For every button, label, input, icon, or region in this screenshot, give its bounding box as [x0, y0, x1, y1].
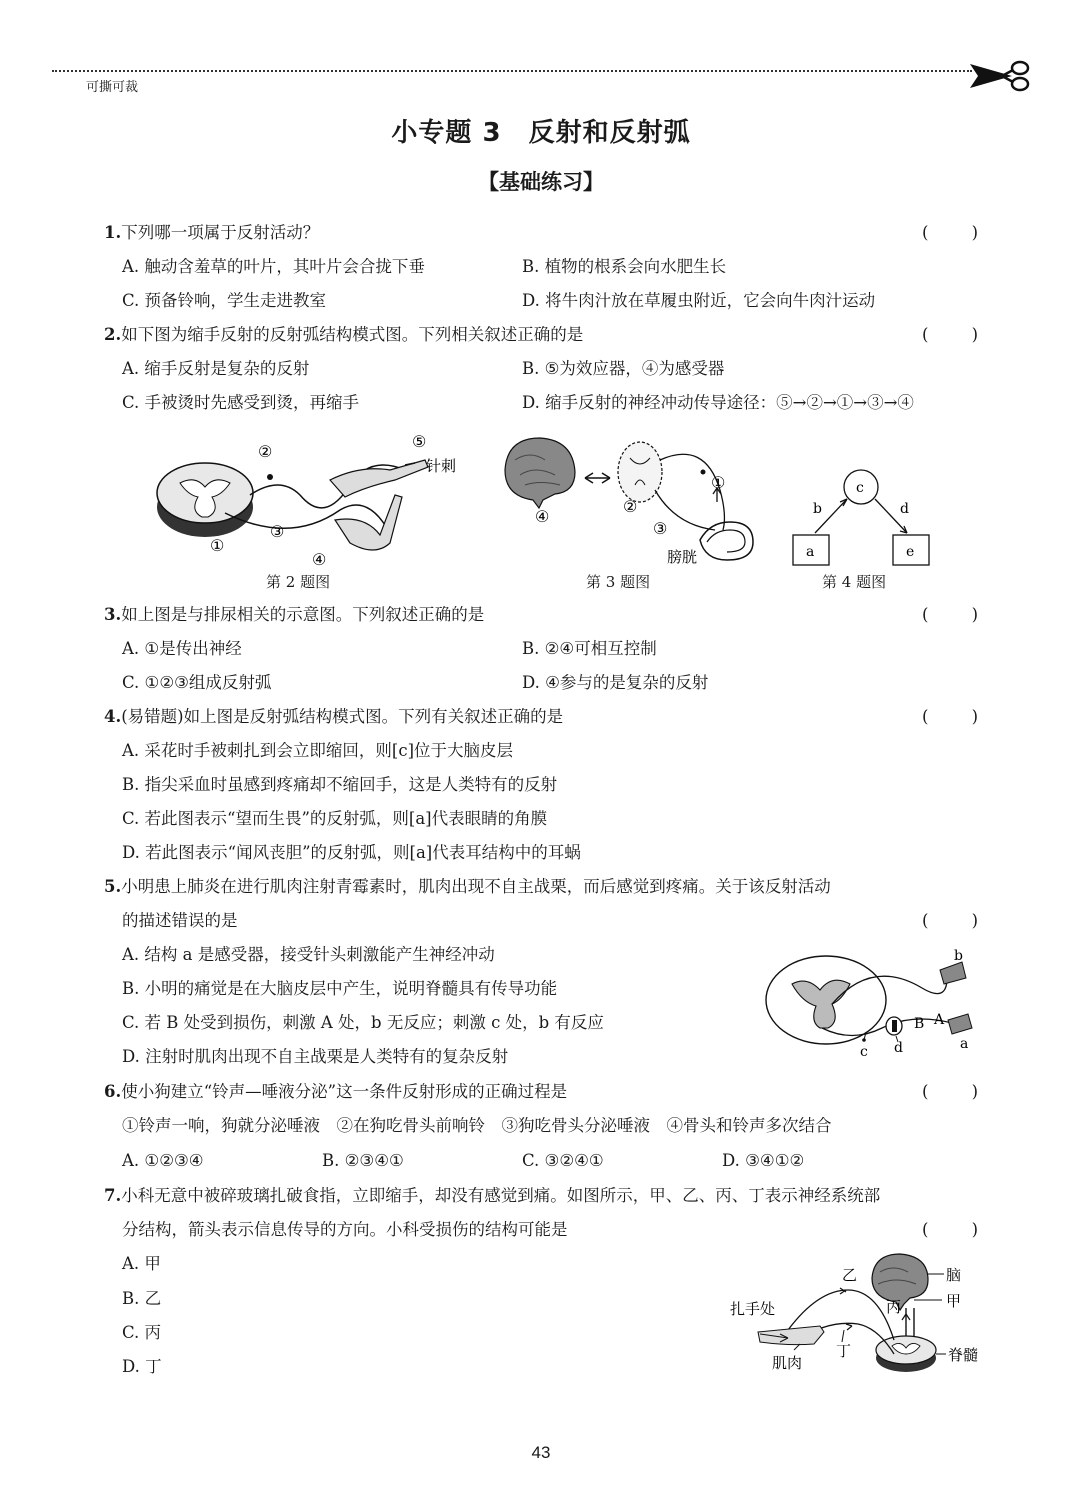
q5-option-a: A. 结构 a 是感受器，接受针头刺激能产生神经冲动 — [122, 945, 495, 964]
svg-text:a: a — [960, 1036, 969, 1052]
q3-option-a: A. ①是传出神经 — [122, 639, 242, 658]
q6-steps: ①铃声一响，狗就分泌唾液 ②在狗吃骨头前响铃 ③狗吃骨头分泌唾液 ④骨头和铃声多次结合 — [122, 1116, 832, 1135]
q6-option-a: A. ①②③④ — [122, 1151, 204, 1170]
q1-option-d: D. 将牛肉汁放在草履虫附近，它会向牛肉汁运动 — [522, 291, 876, 310]
svg-text:③: ③ — [270, 522, 285, 541]
q1-stem: 1.下列哪一项属于反射活动？ — [104, 223, 320, 242]
q3-answer-paren: ( ) — [922, 605, 978, 624]
page-title: 小专题 3 反射和反射弧 — [391, 118, 691, 148]
svg-text:脑: 脑 — [946, 1266, 962, 1284]
q4-option-d: D. 若此图表示“闻风丧胆”的反射弧，则[a]代表耳结构中的耳蜗 — [122, 843, 581, 862]
q5-option-c: C. 若 B 处受到损伤，刺激 A 处，b 无反应；刺激 c 处，b 有反应 — [122, 1013, 604, 1032]
q5-option-d: D. 注射时肌肉出现不自主战栗是人类特有的复杂反射 — [122, 1047, 509, 1066]
svg-text:c: c — [856, 480, 864, 496]
svg-text:③: ③ — [653, 519, 668, 538]
q3-stem: 3.如上图是与排尿相关的示意图。下列叙述正确的是 — [104, 605, 485, 624]
svg-text:⑤: ⑤ — [412, 432, 427, 451]
svg-text:A: A — [934, 1012, 945, 1028]
q3-option-d: D. ④参与的是复杂的反射 — [522, 673, 709, 692]
svg-text:d: d — [894, 1040, 903, 1056]
q5-option-b: B. 小明的痛觉是在大脑皮层中产生，说明脊髓具有传导功能 — [122, 979, 558, 998]
fig2-reflex-arc-diagram — [150, 425, 470, 570]
section-title: 【基础练习】 — [478, 170, 604, 194]
svg-text:②: ② — [623, 497, 638, 516]
q2-stem: 2.如下图为缩手反射的反射弧结构模式图。下列相关叙述正确的是 — [104, 325, 584, 344]
fig7-nervous-system-diagram — [728, 1250, 988, 1380]
q7-option-c: C. 丙 — [122, 1323, 162, 1342]
q4-option-a: A. 采花时手被刺扎到会立即缩回，则[c]位于大脑皮层 — [122, 741, 514, 760]
fig2-caption: 第 2 题图 — [266, 573, 331, 591]
q7-stem-line1: 7.小科无意中被碎玻璃扎破食指，立即缩手，却没有感觉到痛。如图所示，甲、乙、丙、丁表示神经系统部 — [104, 1186, 881, 1205]
q7-stem-line2: 分结构，箭头表示信息传导的方向。小科受损伤的结构可能是 — [122, 1220, 568, 1239]
q2-option-b: B. ⑤为效应器，④为感受器 — [522, 359, 725, 378]
scissors-icon — [968, 58, 1032, 94]
q4-answer-paren: ( ) — [922, 707, 978, 726]
q1-answer-paren: ( ) — [922, 223, 978, 242]
svg-text:乙: 乙 — [842, 1266, 858, 1284]
svg-text:B: B — [914, 1016, 925, 1032]
cut-line — [52, 70, 972, 72]
svg-text:脊髓: 脊髓 — [948, 1346, 979, 1364]
svg-text:c: c — [860, 1044, 868, 1060]
svg-text:①: ① — [210, 536, 225, 555]
svg-text:膀胱: 膀胱 — [667, 548, 698, 566]
svg-text:①: ① — [711, 473, 726, 492]
svg-text:针刺: 针刺 — [426, 457, 457, 475]
q2-answer-paren: ( ) — [922, 325, 978, 344]
q6-stem: 6.使小狗建立“铃声—唾液分泌”这一条件反射形成的正确过程是 — [104, 1082, 568, 1101]
svg-text:④: ④ — [535, 507, 550, 526]
q2-option-c: C. 手被烫时先感受到烫，再缩手 — [122, 393, 360, 412]
q1-option-a: A. 触动含羞草的叶片，其叶片会合拢下垂 — [122, 257, 425, 276]
svg-text:丁: 丁 — [836, 1342, 852, 1360]
q1-option-c: C. 预备铃响，学生走进教室 — [122, 291, 327, 310]
fig4-caption: 第 4 题图 — [822, 573, 887, 591]
svg-text:丙: 丙 — [886, 1298, 902, 1316]
q7-answer-paren: ( ) — [922, 1220, 978, 1239]
fig5-reflex-arc-diagram — [762, 948, 984, 1060]
q6-option-c: C. ③②④① — [522, 1151, 604, 1170]
q3-option-c: C. ①②③组成反射弧 — [122, 673, 272, 692]
q5-stem-line2: 的描述错误的是 — [122, 911, 238, 930]
fig4-reflex-model — [785, 465, 945, 570]
q5-answer-paren: ( ) — [922, 911, 978, 930]
q4-stem: 4.(易错题)如上图是反射弧结构模式图。下列有关叙述正确的是 — [104, 707, 564, 726]
q6-option-b: B. ②③④① — [322, 1151, 404, 1170]
q4-option-b: B. 指尖采血时虽感到疼痛却不缩回手，这是人类特有的反射 — [122, 775, 558, 794]
q7-option-b: B. 乙 — [122, 1289, 162, 1308]
cut-label: 可撕可裁 — [86, 80, 139, 95]
q5-stem-line1: 5.小明患上肺炎在进行肌肉注射青霉素时，肌肉出现不自主战栗，而后感觉到疼痛。关于该反射活动 — [104, 877, 831, 896]
svg-text:a: a — [806, 544, 815, 560]
q6-option-d: D. ③④①② — [722, 1151, 805, 1170]
fig3-caption: 第 3 题图 — [586, 573, 651, 591]
svg-text:肌肉: 肌肉 — [772, 1354, 803, 1372]
q2-option-a: A. 缩手反射是复杂的反射 — [122, 359, 310, 378]
q7-option-a: A. 甲 — [122, 1254, 161, 1273]
svg-text:e: e — [906, 544, 915, 560]
page-number: 43 — [531, 1443, 551, 1462]
svg-text:b: b — [954, 948, 963, 964]
svg-text:④: ④ — [312, 550, 327, 569]
svg-text:甲: 甲 — [946, 1292, 962, 1310]
q3-option-b: B. ②④可相互控制 — [522, 639, 657, 658]
svg-text:d: d — [900, 501, 909, 517]
svg-text:②: ② — [258, 442, 273, 461]
q2-option-d: D. 缩手反射的神经冲动传导途径：⑤→②→①→③→④ — [522, 393, 914, 412]
svg-text:b: b — [813, 501, 822, 517]
fig3-urination-diagram — [495, 430, 775, 570]
q4-option-c: C. 若此图表示“望而生畏”的反射弧，则[a]代表眼睛的角膜 — [122, 809, 548, 828]
q1-option-b: B. 植物的根系会向水肥生长 — [522, 257, 727, 276]
q7-option-d: D. 丁 — [122, 1357, 162, 1376]
q6-answer-paren: ( ) — [922, 1082, 978, 1101]
svg-text:扎手处: 扎手处 — [730, 1300, 776, 1318]
